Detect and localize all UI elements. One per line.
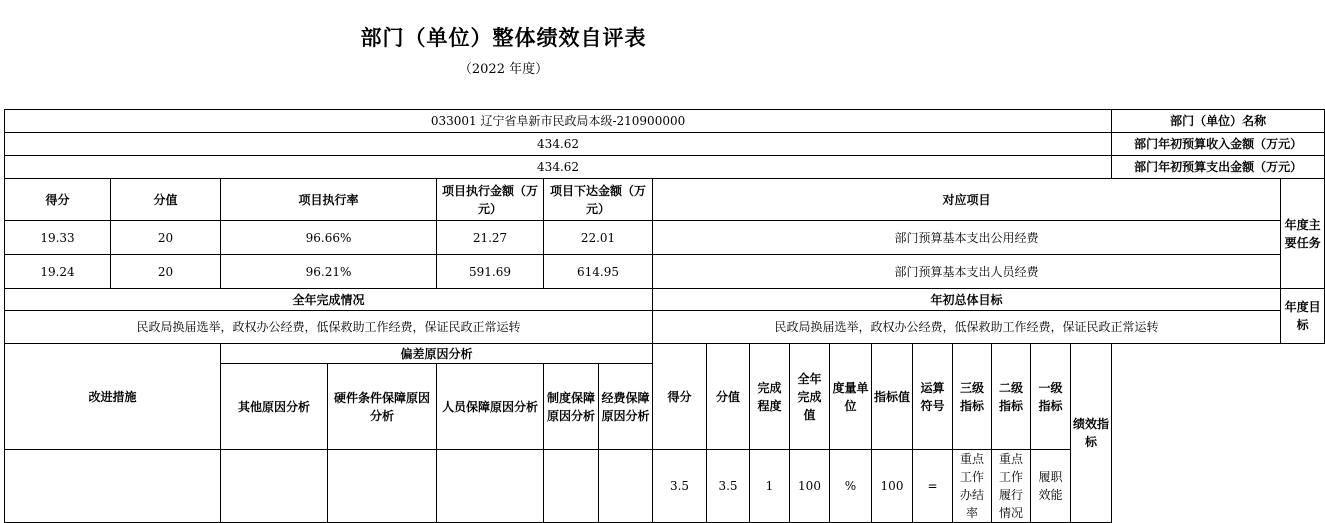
ind-target: 100 [872, 450, 913, 523]
income-label: 部门年初预算收入金额（万元） [1112, 133, 1325, 156]
ind-score: 3.5 [653, 450, 707, 523]
task-exec: 21.27 [437, 221, 544, 255]
task-row [5, 221, 1325, 255]
goals-section-label: 年度目标 [1281, 289, 1325, 344]
dept-name-value: 033001 辽宁省阜新市民政局本级-210900000 [5, 110, 1112, 133]
task-project: 部门预算基本支出公用经费 [653, 221, 1281, 255]
tasks-header-row [5, 179, 1325, 221]
ind-value: 3.5 [707, 450, 750, 523]
task-value: 20 [111, 221, 221, 255]
ind-r4 [328, 450, 437, 523]
tasks-col-score: 得分 [5, 179, 111, 221]
ind-r5 [221, 450, 328, 523]
ind-l3: 重点工作办结率 [953, 450, 992, 523]
ind-r2 [544, 450, 599, 523]
ind-improve [5, 450, 221, 523]
task-score: 19.33 [5, 221, 111, 255]
goals-target-text: 民政局换届选举，政权办公经费，低保救助工作经费，保证民政正常运转 [653, 311, 1281, 344]
task-issued: 614.95 [544, 255, 653, 289]
indicators-section-label: 绩效指标 [1071, 344, 1112, 523]
task-row [5, 255, 1325, 289]
expense-value: 434.62 [5, 156, 1112, 179]
ind-col-r1: 经费保障原因分析 [599, 364, 653, 450]
tasks-col-rate: 项目执行率 [221, 179, 437, 221]
ind-unit: % [830, 450, 872, 523]
ind-col-target: 指标值 [872, 344, 913, 450]
tasks-col-project: 对应项目 [653, 179, 1281, 221]
dept-name-label: 部门（单位）名称 [1112, 110, 1325, 133]
goals-col-target: 年初总体目标 [653, 289, 1281, 311]
ind-col-improve: 改进措施 [5, 344, 221, 450]
info-row-name [5, 110, 1325, 133]
ind-col-value: 分值 [707, 344, 750, 450]
info-row-expense [5, 156, 1325, 179]
ind-r1 [599, 450, 653, 523]
task-rate: 96.66% [221, 221, 437, 255]
ind-col-done: 完成程度 [750, 344, 790, 450]
ind-col-unit: 度量单位 [830, 344, 872, 450]
task-rate: 96.21% [221, 255, 437, 289]
ind-col-r2: 制度保障原因分析 [544, 364, 599, 450]
ind-col-actual: 全年完成值 [790, 344, 830, 450]
goals-row [5, 311, 1325, 344]
ind-col-r3: 人员保障原因分析 [437, 364, 544, 450]
task-project: 部门预算基本支出人员经费 [653, 255, 1281, 289]
evaluation-table [4, 109, 1325, 523]
ind-col-l1: 一级指标 [1031, 344, 1071, 450]
ind-col-reason: 偏差原因分析 [221, 344, 653, 364]
indicator-row [5, 450, 1325, 523]
ind-l2: 重点工作履行情况 [992, 450, 1031, 523]
info-row-income [5, 133, 1325, 156]
ind-col-l3: 三级指标 [953, 344, 992, 450]
ind-col-r5: 其他原因分析 [221, 364, 328, 450]
page-year: （2022 年度） [458, 62, 549, 77]
ind-op: = [913, 450, 953, 523]
expense-label: 部门年初预算支出金额（万元） [1112, 156, 1325, 179]
task-value: 20 [111, 255, 221, 289]
ind-actual: 100 [790, 450, 830, 523]
income-value: 434.62 [5, 133, 1112, 156]
ind-col-l2: 二级指标 [992, 344, 1031, 450]
goals-completion-text: 民政局换届选举，政权办公经费，低保救助工作经费，保证民政正常运转 [5, 311, 653, 344]
tasks-col-exec: 项目执行金额（万元） [437, 179, 544, 221]
ind-col-op: 运算符号 [913, 344, 953, 450]
task-score: 19.24 [5, 255, 111, 289]
ind-r3 [437, 450, 544, 523]
task-issued: 22.01 [544, 221, 653, 255]
goals-col-completion: 全年完成情况 [5, 289, 653, 311]
goals-header-row [5, 289, 1325, 311]
ind-done: 1 [750, 450, 790, 523]
ind-col-r4: 硬件条件保障原因分析 [328, 364, 437, 450]
tasks-col-value: 分值 [111, 179, 221, 221]
tasks-col-issued: 项目下达金额（万元） [544, 179, 653, 221]
indicators-header-row [5, 344, 1325, 364]
page-title: 部门（单位）整体绩效自评表 [360, 25, 647, 50]
task-exec: 591.69 [437, 255, 544, 289]
ind-col-score: 得分 [653, 344, 707, 450]
tasks-section-label: 年度主要任务 [1281, 179, 1325, 289]
ind-l1: 履职效能 [1031, 450, 1071, 523]
